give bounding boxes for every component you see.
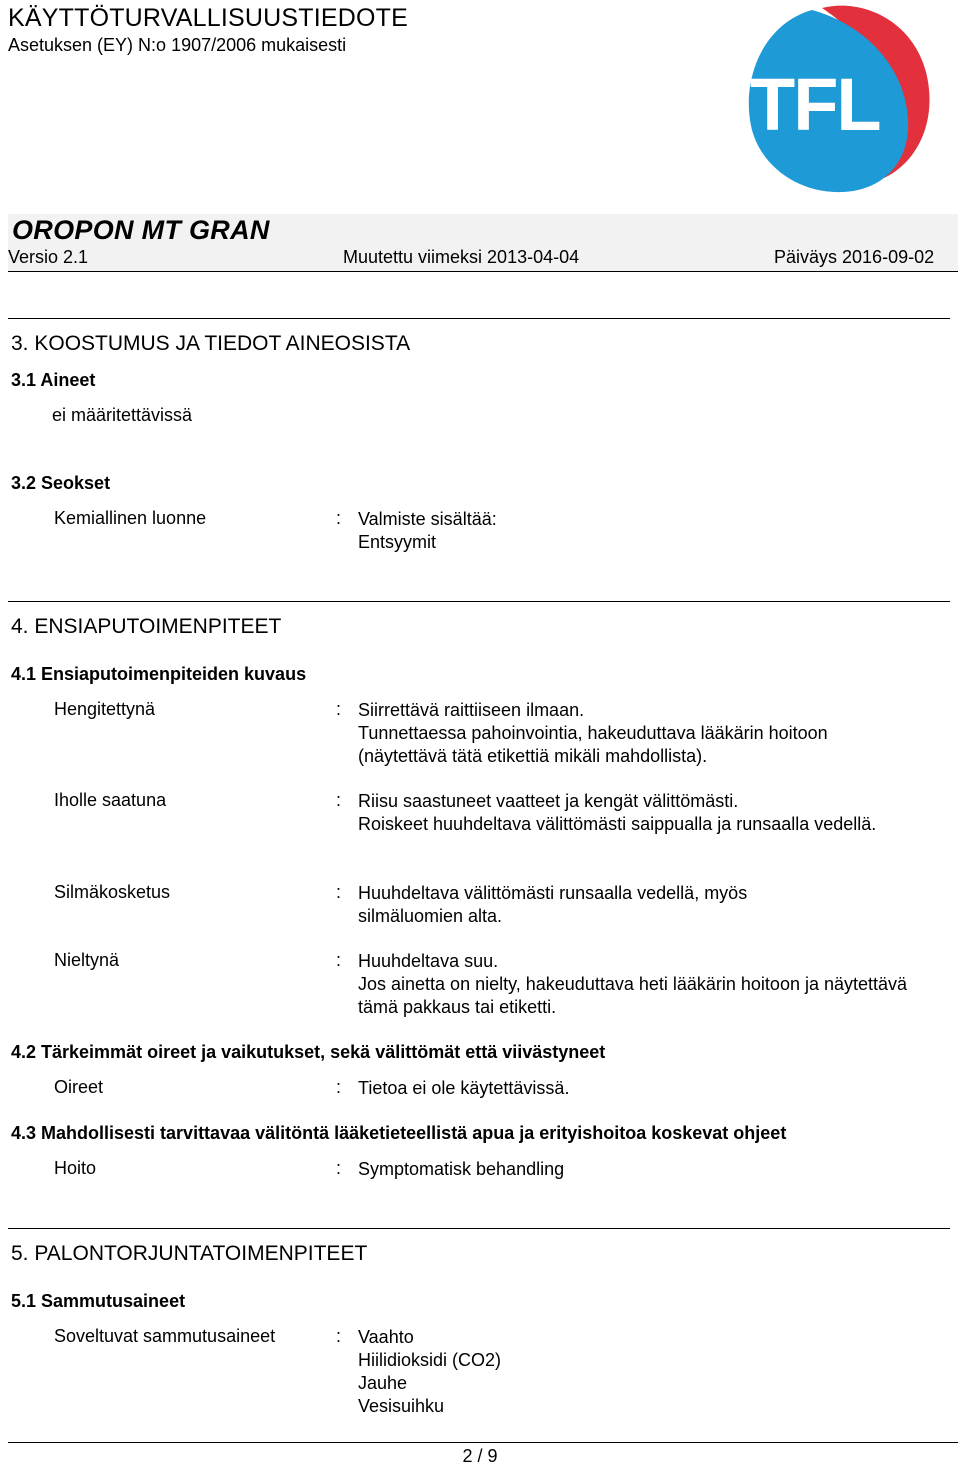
section-4-1-title: 4.1 Ensiaputoimenpiteiden kuvaus: [11, 664, 307, 684]
colon: :: [336, 790, 342, 810]
version-label: Versio 2.1: [8, 247, 89, 267]
chemical-nature-label: Kemiallinen luonne: [54, 508, 207, 528]
issue-date: Päiväys 2016-09-02: [774, 247, 935, 267]
eye-contact-value: Huuhdeltava välittömästi runsaalla vedellä, myös silmäluomien alta.: [358, 883, 748, 926]
section-5-rule: [8, 1228, 950, 1229]
footer-divider: [8, 1442, 958, 1443]
document-title: KÄYTTÖTURVALLISUUSTIEDOTE: [8, 4, 408, 32]
section-4-2-title: 4.2 Tärkeimmät oireet ja vaikutukset, sekä välittömät että viivästyneet: [11, 1042, 606, 1062]
colon: :: [336, 1077, 342, 1097]
ingestion-value: Huuhdeltava suu. Jos ainetta on nielty, hakeuduttava heti lääkärin hoitoon ja näytettävä tämä pakkaus tai etiketti.: [358, 951, 908, 1017]
colon: :: [336, 950, 342, 970]
tfl-logo: [742, 2, 932, 198]
colon: :: [336, 699, 342, 719]
logo-text: TFL: [750, 63, 880, 146]
symptoms-value: Tietoa ei ole käytettävissä.: [358, 1078, 570, 1098]
value-line: Entsyymit: [358, 532, 437, 552]
section-5-1-title: 5.1 Sammutusaineet: [11, 1291, 186, 1311]
colon: :: [336, 1158, 342, 1178]
skin-contact-label: Iholle saatuna: [54, 790, 167, 810]
section-4-title: 4. ENSIAPUTOIMENPITEET: [11, 615, 282, 638]
header-divider: [8, 271, 958, 272]
section-3-title: 3. KOOSTUMUS JA TIEDOT AINEOSISTA: [11, 332, 411, 355]
section-3-1-title: 3.1 Aineet: [11, 370, 96, 390]
section-4-3-title: 4.3 Mahdollisesti tarvittavaa välitöntä lääketieteellistä apua ja erityishoitoa koskevat ohjeet: [11, 1123, 787, 1143]
colon: :: [336, 508, 342, 528]
colon: :: [336, 882, 342, 902]
inhalation-value: Siirrettävä raittiiseen ilmaan. Tunnettaessa pahoinvointia, hakeuduttava lääkärin hoitoon (näytettävä tätä etikettiä mikäli mahdollista).: [358, 700, 828, 766]
colon: :: [336, 1326, 342, 1346]
ingestion-label: Nieltynä: [54, 950, 120, 970]
value-line: Valmiste sisältää:: [358, 509, 497, 529]
product-name: OROPON MT GRAN: [12, 215, 270, 245]
value-line: Hiilidioksidi (CO2): [358, 1350, 502, 1370]
inhalation-label: Hengitettynä: [54, 699, 156, 719]
section-4-rule: [8, 601, 950, 602]
value-line: Vesisuihku: [358, 1396, 445, 1416]
value-line: Vaahto: [358, 1327, 414, 1347]
section-3-rule: [8, 318, 950, 319]
treatment-label: Hoito: [54, 1158, 97, 1178]
skin-contact-value: Riisu saastuneet vaatteet ja kengät välittömästi. Roiskeet huuhdeltava välittömästi saippualla ja runsaalla vedellä.: [358, 791, 877, 834]
extinguishing-media-label: Soveltuvat sammutusaineet: [54, 1326, 276, 1346]
value-line: Jauhe: [358, 1373, 408, 1393]
chemical-nature-value: [358, 508, 918, 554]
modified-date: Muutettu viimeksi 2013-04-04: [343, 247, 580, 267]
document-subtitle: Asetuksen (EY) N:o 1907/2006 mukaisesti: [8, 35, 347, 55]
symptoms-label: Oireet: [54, 1077, 104, 1097]
section-5-title: 5. PALONTORJUNTATOIMENPITEET: [11, 1242, 368, 1265]
eye-contact-label: Silmäkosketus: [54, 882, 171, 902]
page-number: 2 / 9: [462, 1446, 498, 1466]
section-3-2-title: 3.2 Seokset: [11, 473, 111, 493]
extinguishing-media-value: [358, 1326, 918, 1418]
section-3-1-text: ei määritettävissä: [52, 405, 193, 425]
treatment-value: Symptomatisk behandling: [358, 1159, 565, 1179]
